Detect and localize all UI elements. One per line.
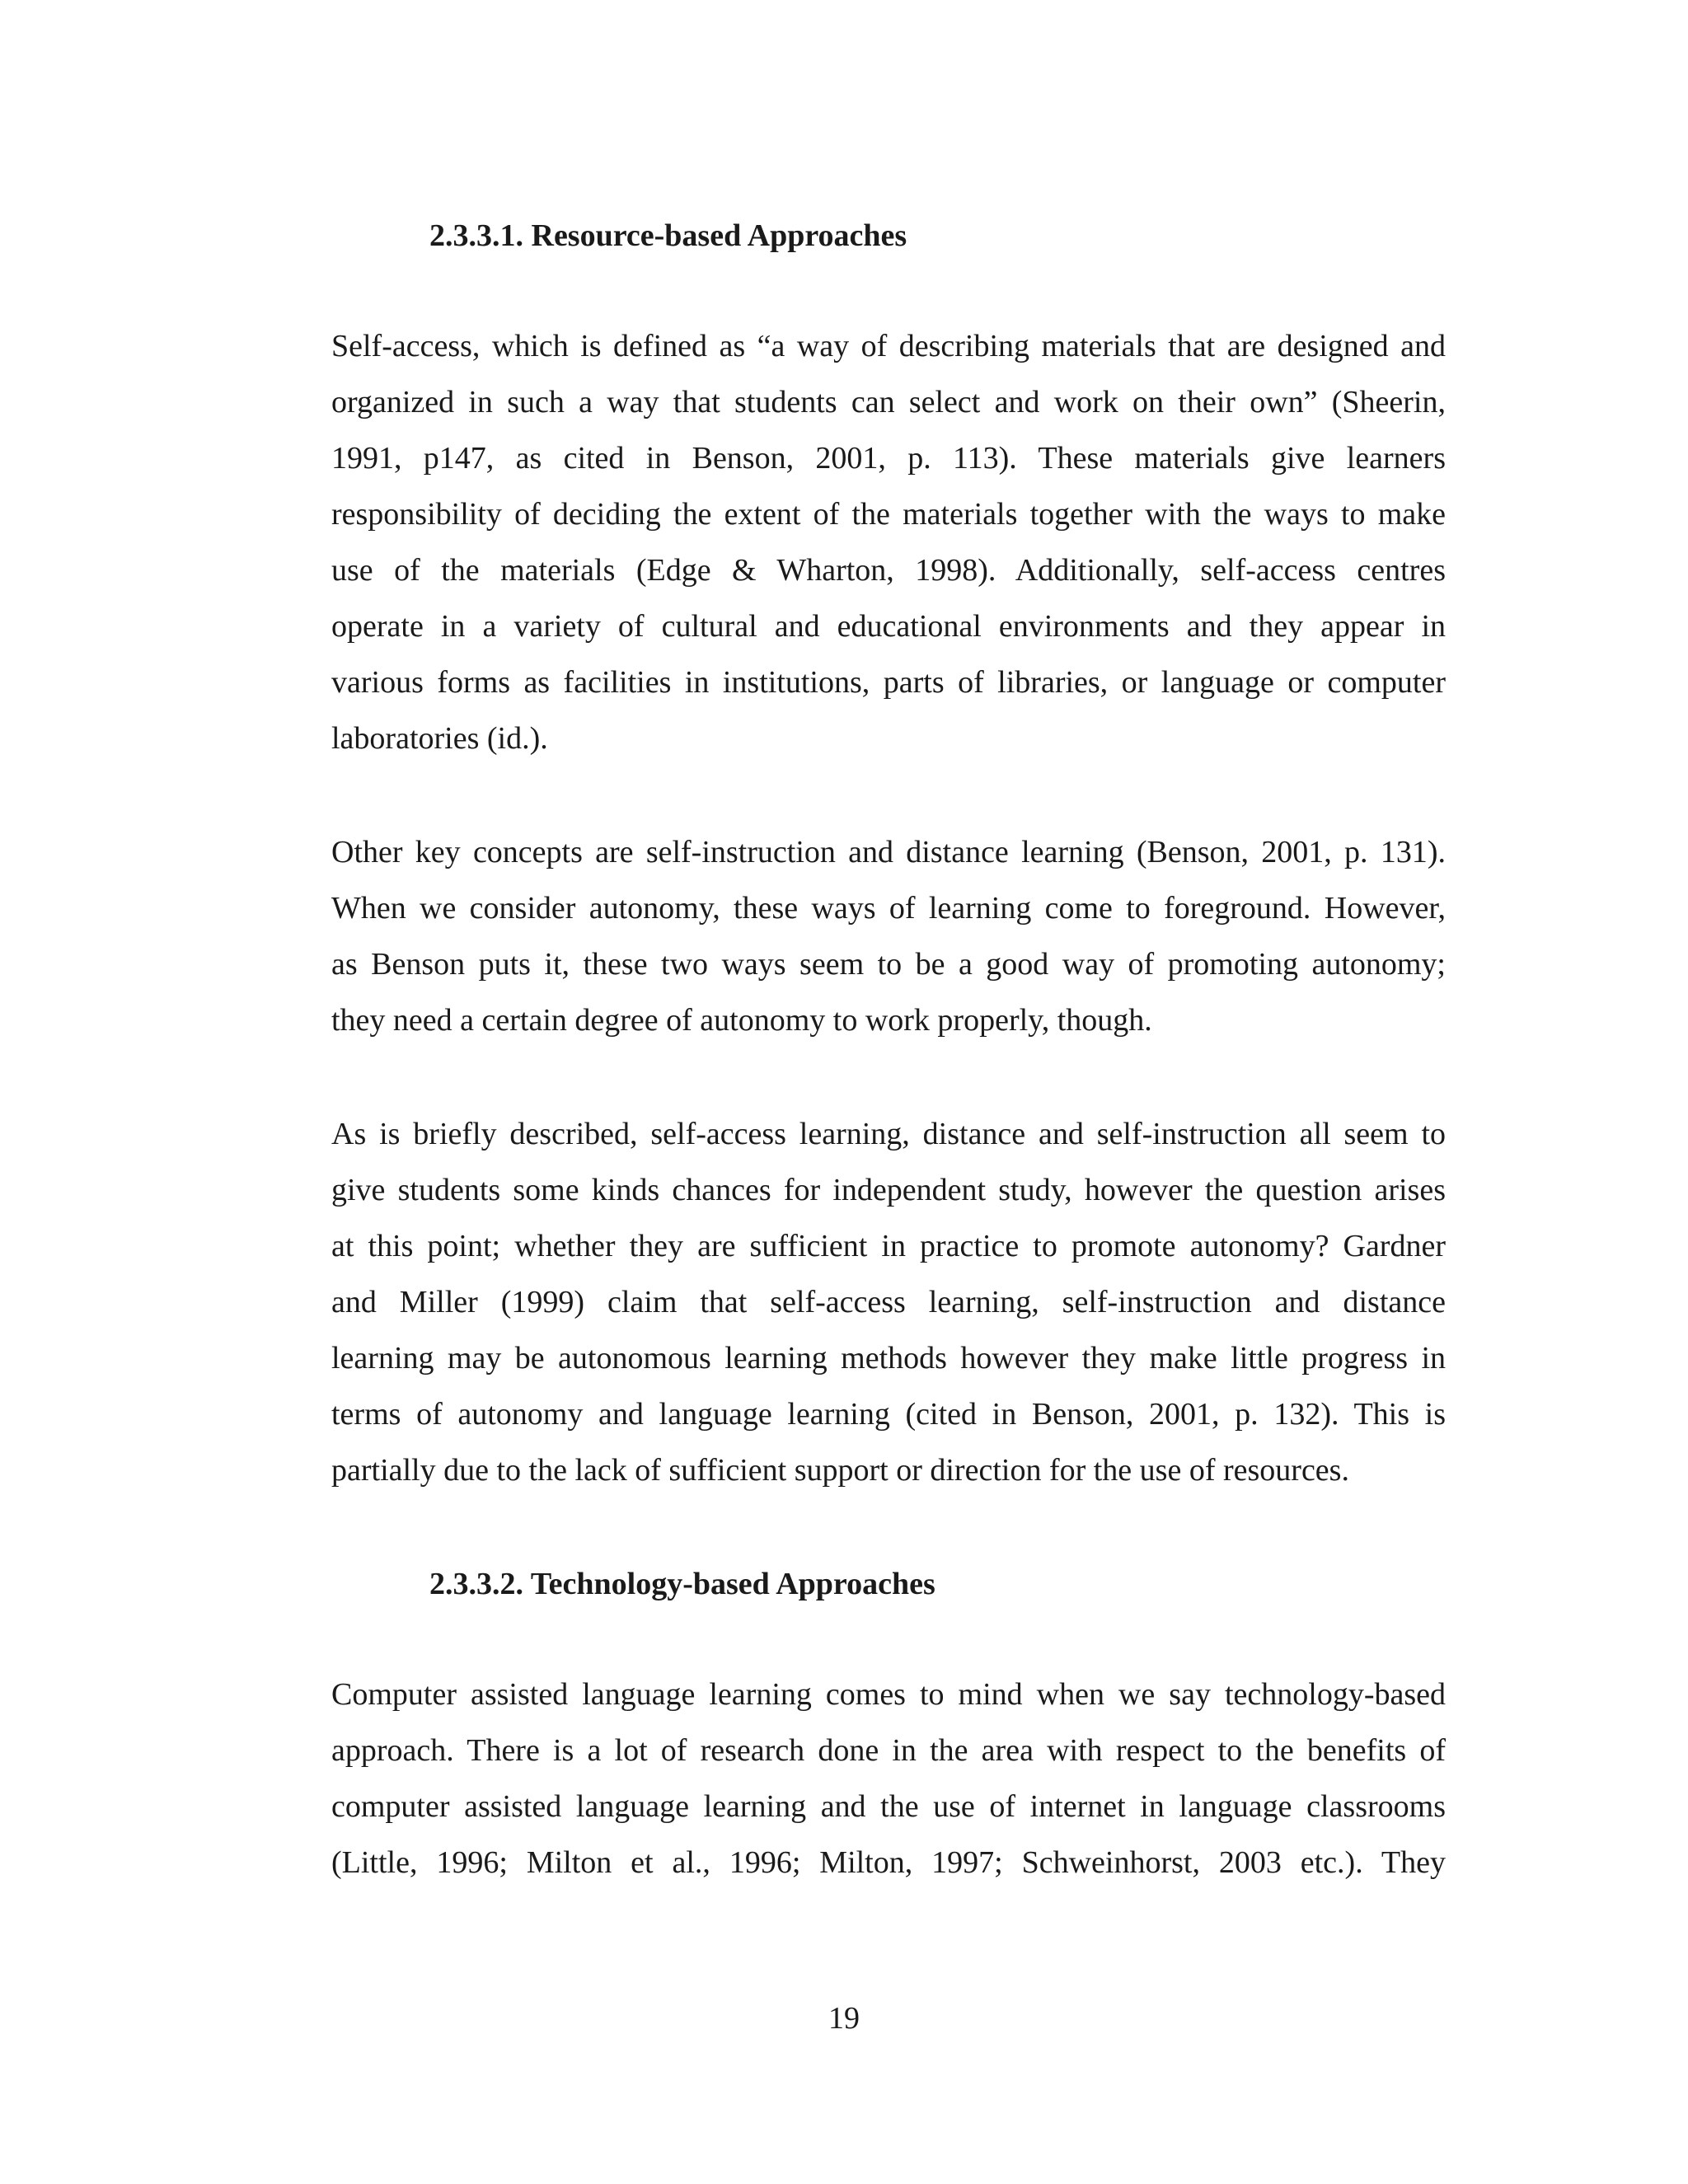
- paragraph-self-access: [331, 318, 1446, 766]
- text-line: learning may be autonomous learning methods however they make little progress in: [331, 1341, 1446, 1376]
- text-line: various forms as facilities in institutions, parts of libraries, or language or computer: [331, 665, 1446, 700]
- paragraph-independent-study: [331, 1106, 1446, 1498]
- paragraph-self-instruction: [331, 824, 1446, 1048]
- section-heading-technology-based: 2.3.3.2. Technology-based Approaches: [429, 1567, 935, 1601]
- text-line: partially due to the lack of sufficient support or direction for the use of resources.: [331, 1453, 1349, 1488]
- text-line: terms of autonomy and language learning (cited in Benson, 2001, p. 132). This is: [331, 1397, 1446, 1432]
- text-line: Self-access, which is defined as “a way of describing materials that are designed and: [331, 329, 1446, 363]
- text-line: use of the materials (Edge & Wharton, 1998). Additionally, self-access centres: [331, 553, 1446, 588]
- text-line: organized in such a way that students can select and work on their own” (Sheerin,: [331, 385, 1446, 419]
- section-heading-resource-based: 2.3.3.1. Resource-based Approaches: [429, 218, 907, 253]
- text-line: at this point; whether they are sufficient in practice to promote autonomy? Gardner: [331, 1229, 1446, 1263]
- text-line: Other key concepts are self-instruction and distance learning (Benson, 2001, p. 131).: [331, 835, 1446, 869]
- paragraph-call: [331, 1666, 1446, 1891]
- text-line: As is briefly described, self-access learning, distance and self-instruction all seem to: [331, 1117, 1446, 1151]
- page-number: 19: [828, 2001, 860, 2036]
- text-line: 1991, p147, as cited in Benson, 2001, p. 113). These materials give learners: [331, 441, 1446, 476]
- text-line: as Benson puts it, these two ways seem to be a good way of promoting autonomy;: [331, 947, 1446, 982]
- text-line: and Miller (1999) claim that self-access learning, self-instruction and distance: [331, 1285, 1446, 1319]
- text-line: Computer assisted language learning comes to mind when we say technology-based: [331, 1677, 1446, 1712]
- text-line: operate in a variety of cultural and educational environments and they appear in: [331, 609, 1446, 644]
- text-line: computer assisted language learning and the use of internet in language classrooms: [331, 1789, 1446, 1824]
- text-line: give students some kinds chances for independent study, however the question arises: [331, 1173, 1446, 1207]
- text-line: (Little, 1996; Milton et al., 1996; Milton, 1997; Schweinhorst, 2003 etc.). They: [331, 1845, 1446, 1880]
- text-line: When we consider autonomy, these ways of learning come to foreground. However,: [331, 891, 1446, 926]
- text-line: laboratories (id.).: [331, 721, 548, 756]
- text-line: approach. There is a lot of research done in the area with respect to the benefits of: [331, 1733, 1446, 1768]
- text-line: responsibility of deciding the extent of the materials together with the ways to make: [331, 497, 1446, 532]
- text-line: they need a certain degree of autonomy to work properly, though.: [331, 1003, 1152, 1038]
